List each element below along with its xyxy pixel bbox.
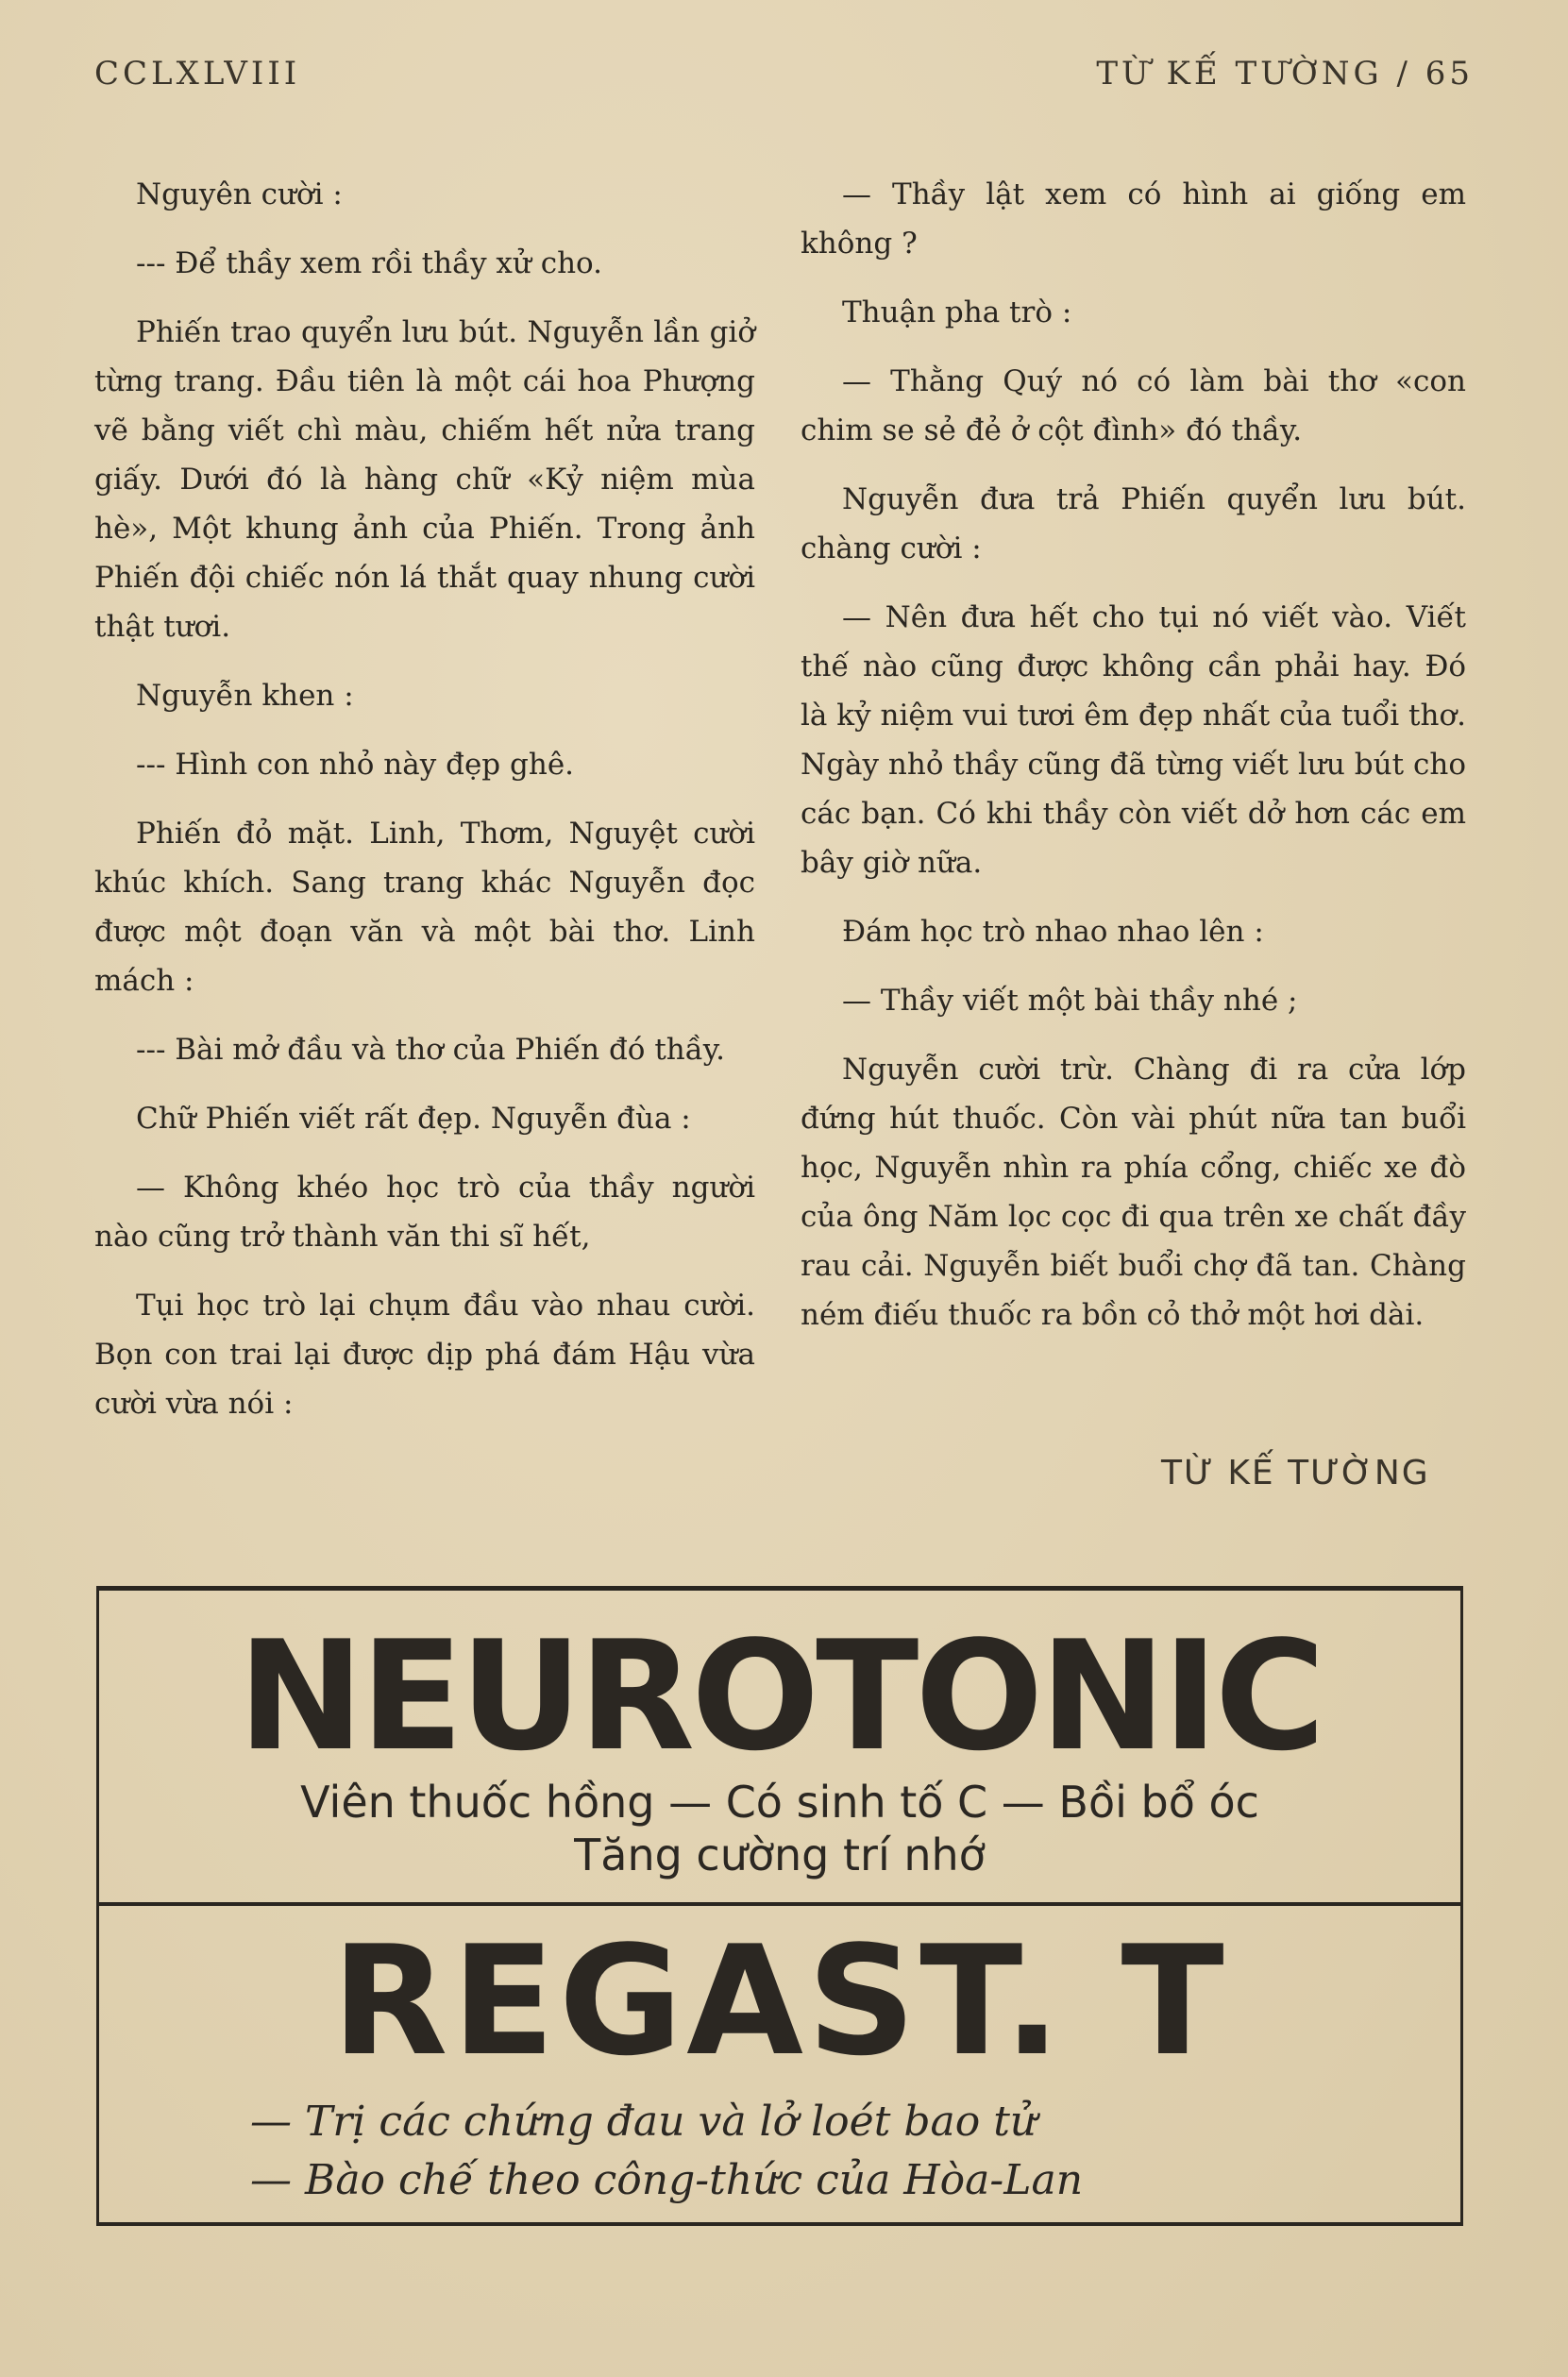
paragraph: --- Hình con nhỏ này đẹp ghê. [136, 748, 575, 782]
paragraph: Phiến đỏ mặt. Linh, Thơm, Nguyệt cười khúc khích. Sang trang khác Nguyễn đọc được một đoạn văn và một bài thơ. Linh mách : [94, 817, 755, 998]
paragraph: Nguyên cười : [136, 177, 343, 211]
paragraph: — Nên đưa hết cho tụi nó viết vào. Viết thế nào cũng được không cần phải hay. Đó là kỷ niệm vui tươi êm đẹp nhất của tuổi thơ. Ngày nhỏ thầy cũng đã từng viết lưu bút cho các bạn. Có khi thầy còn viết dở hơn các em bây giờ nữa. [801, 600, 1466, 880]
paragraph: Nguyễn khen : [136, 679, 354, 713]
paragraph: — Không khéo học trò của thầy người nào cũng trở thành văn thi sĩ hết, [94, 1171, 755, 1254]
paragraph: Nguyễn cười trừ. Chàng đi ra cửa lớp đứng hút thuốc. Còn vài phút nữa tan buổi học, Nguyễn nhìn ra phía cổng, chiếc xe đò của ông Năm lọc cọc đi qua trên xe chất đầy rau cải. Nguyễn biết buổi chợ đã tan. Chàng ném điếu thuốc ra bồn cỏ thở một hơi dài. [801, 1053, 1466, 1332]
advertisement-box [96, 1586, 1463, 2226]
right-column [801, 170, 1466, 1359]
page-number-roman: CCLXLVIII [94, 55, 301, 93]
paragraph: --- Bài mở đầu và thơ của Phiến đó thầy. [136, 1033, 725, 1067]
author-signature: TỪ KẾ TƯỜNG [1161, 1454, 1430, 1492]
ad-brand-regast: REGAST. T [331, 1913, 1228, 2089]
ad-tagline-line: Viên thuốc hồng — Có sinh tố C — Bồi bổ óc [300, 1777, 1259, 1828]
paragraph: Thuận pha trò : [842, 295, 1072, 329]
ad-tagline-regast [250, 2093, 1423, 2210]
paragraph: Đám học trò nhao nhao lên : [842, 915, 1264, 949]
ad-tagline-line: Tăng cường trí nhớ [574, 1829, 986, 1880]
paragraph: --- Để thầy xem rồi thầy xử cho. [136, 246, 603, 280]
paragraph: Chữ Phiến viết rất đẹp. Nguyễn đùa : [136, 1102, 691, 1136]
page-header [94, 55, 1474, 102]
paragraph: Tụi học trò lại chụm đầu vào nhau cười. Bọn con trai lại được dịp phá đám Hậu vừa cười vừa nói : [94, 1289, 755, 1421]
paragraph: Nguyễn đưa trả Phiến quyển lưu bút. chàng cười : [801, 482, 1466, 565]
ad-tagline-line: — Bào chế theo công-thức của Hòa-Lan [250, 2156, 1084, 2204]
ad-tagline-neurotonic [99, 1776, 1460, 1881]
paragraph: — Thầy lật xem có hình ai giống em không ? [801, 177, 1466, 261]
paragraph: Phiến trao quyển lưu bút. Nguyễn lần giở từng trang. Đầu tiên là một cái hoa Phượng vẽ bằng viết chì màu, chiếm hết nửa trang giấy. Dưới đó là hàng chữ «Kỷ niệm mùa hè», Một khung ảnh của Phiến. Trong ảnh Phiến đội chiếc nón lá thắt quay nhung cười thật tươi. [94, 315, 755, 644]
ad-brand-neurotonic: NEUROTONIC [237, 1608, 1323, 1784]
running-title: TỪ KẾ TƯỜNG / 65 [1096, 55, 1474, 93]
paragraph: — Thằng Quý nó có làm bài thơ «con chim se sẻ đẻ ở cột đình» đó thầy. [801, 364, 1466, 447]
left-column [94, 170, 755, 1448]
paragraph: — Thầy viết một bài thầy nhé ; [842, 984, 1298, 1018]
ad-tagline-line: — Trị các chứng đau và lở loét bao tử [250, 2098, 1037, 2146]
ad-divider [99, 1902, 1460, 1906]
